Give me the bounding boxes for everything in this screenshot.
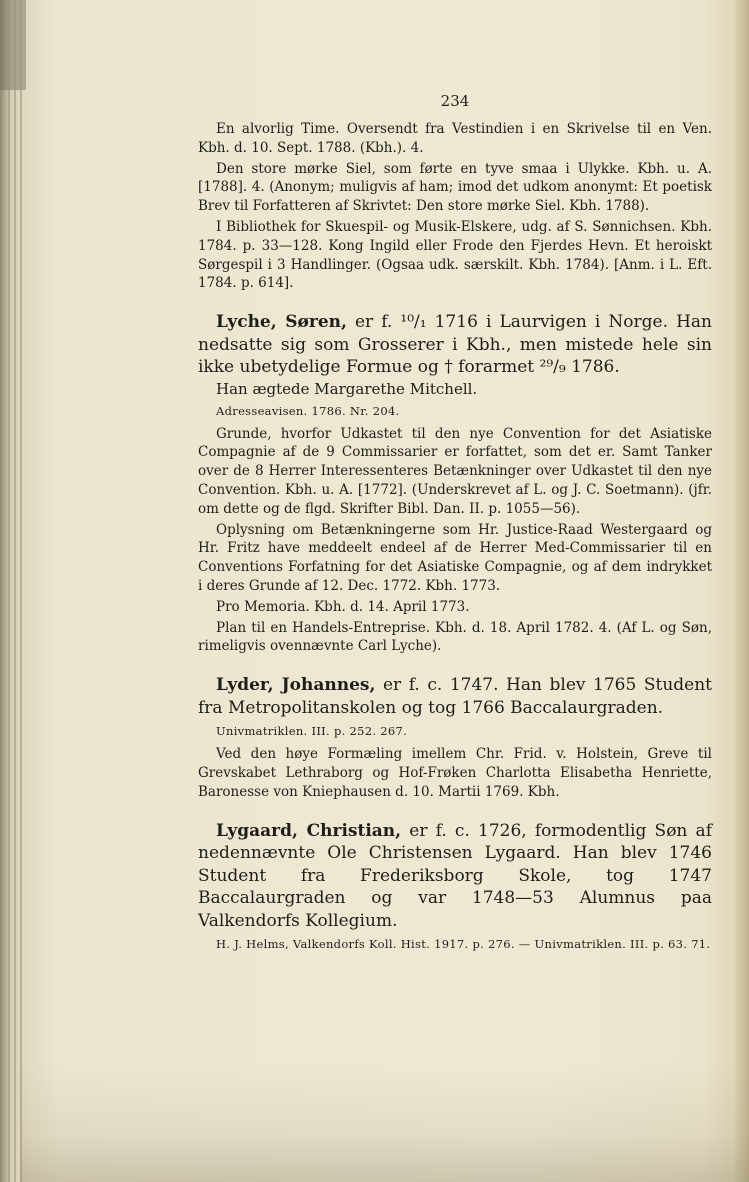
lyder-name: Lyder, Johannes, [216, 675, 376, 696]
lyder-bio: er f. c. 1747. Han blev 1765 Student fra Metropolitanskolen og tog 1766 Baccalaurgraden. [198, 675, 712, 718]
lyche-work: Grunde, hvorfor Udkastet til den nye Convention for det Asiatiske Compagnie af de 9 Commissarier er forfattet, som det er. Samt Tanker over de 8 Herrer Interessenteres Betænkninger over Udkastet til den nye Convention. Kbh. u. A. [1772]. (Underskrevet af L. og J. C. Soetmann). (jfr. om dette og de flgd. Skrifter Bibl. Dan. II. p. 1055—56). [198, 425, 712, 517]
spacer [198, 293, 712, 311]
lyder-work: Ved den høye Formæling imellem Chr. Frid. v. Holstein, Greve til Grevskabet Lethraborg og Hof-Frøken Charlotta Elisabetha Henriette, Baronesse von Kniephausen d. 10. Martii 1769. Kbh. [198, 746, 712, 800]
lyche-work: Plan til en Handels-Entreprise. Kbh. d. 18. April 1782. 4. (Af L. og Søn, rimeligvis ovennævnte Carl Lyche). [198, 619, 712, 655]
lyche-source: Adresseavisen. 1786. Nr. 204. [216, 403, 400, 418]
lyder-heading [198, 674, 712, 719]
lyche-work: Oplysning om Betænkningerne som Hr. Justice-Raad Westergaard og Hr. Fritz have meddeelt endeel af de Herrer Med-Commissarier til en Conventions Forfatning for det Asiatiske Compagnie, og af dem indrykket i deres Grunde af 12. Dec. 1772. Kbh. 1773. [198, 521, 712, 595]
lyche-bio: er f. ¹⁰/₁ 1716 i Laurvigen i Norge. Han nedsatte sig som Grosserer i Kbh., men mistede hele sin ikke ubetydelige Formue og † forarmet ²⁹/₉ 1786. [198, 312, 712, 378]
entry-text: En alvorlig Time. Oversendt fra Vestindien i en Skrivelse til en Ven. Kbh. d. 10. Sept. 1788. (Kbh.). 4. [198, 121, 712, 156]
lygaard-heading [198, 820, 712, 933]
lygaard-name: Lygaard, Christian, [216, 820, 402, 841]
spacer [198, 802, 712, 820]
next-page-edge [731, 0, 749, 1182]
page-number: 234 [440, 92, 470, 110]
page-edge-line [20, 0, 22, 1182]
lygaard-bio: er f. c. 1726, formodentlig Søn af nedennævnte Ole Christensen Lygaard. Han blev 1746 Student fra Frederiksborg Skole, tog 1747 Baccalaurgraden og var 1748—53 Alumnus paa Valkendorfs Kollegium. [198, 820, 712, 931]
entry-text: I Bibliothek for Skuespil- og Musik-Elskere, udg. af S. Sønnichsen. Kbh. 1784. p. 33—128. Kong Ingild eller Frode den Fjerdes Hevn. Et heroiskt Sørgespil i 3 Handlinger. (Ogsaa udk. særskilt. Kbh. 1784). [Anm. i L. Eft. 1784. p. 614]. [198, 218, 712, 292]
entry-text: Den store mørke Siel, som førte en tyve smaa i Ulykke. Kbh. u. A. [1788]. 4. (Anonym; muligvis af ham; imod det udkom anonymt: Et poetisk Brev til Forfatteren af Skrivtet: Den store mørke Siel. Kbh. 1788). [198, 160, 712, 215]
lyche-married: Han ægtede Margarethe Mitchell. [216, 379, 478, 398]
page-content [198, 92, 712, 958]
lyche-heading [198, 311, 712, 379]
page-edge-line [8, 0, 10, 1182]
binding-shadow [0, 0, 26, 90]
lygaard-source: H. J. Helms, Valkendorfs Koll. Hist. 1917. p. 276. — Univmatriklen. III. p. 63. 71. [216, 937, 711, 952]
lyche-work: Pro Memoria. Kbh. d. 14. April 1773. [216, 598, 470, 615]
spacer [198, 656, 712, 674]
page-bottom-shadow [20, 1062, 749, 1182]
lyche-name: Lyche, Søren, [216, 312, 347, 333]
page-edge-line [14, 0, 16, 1182]
lyder-source: Univmatriklen. III. p. 252. 267. [216, 724, 408, 739]
